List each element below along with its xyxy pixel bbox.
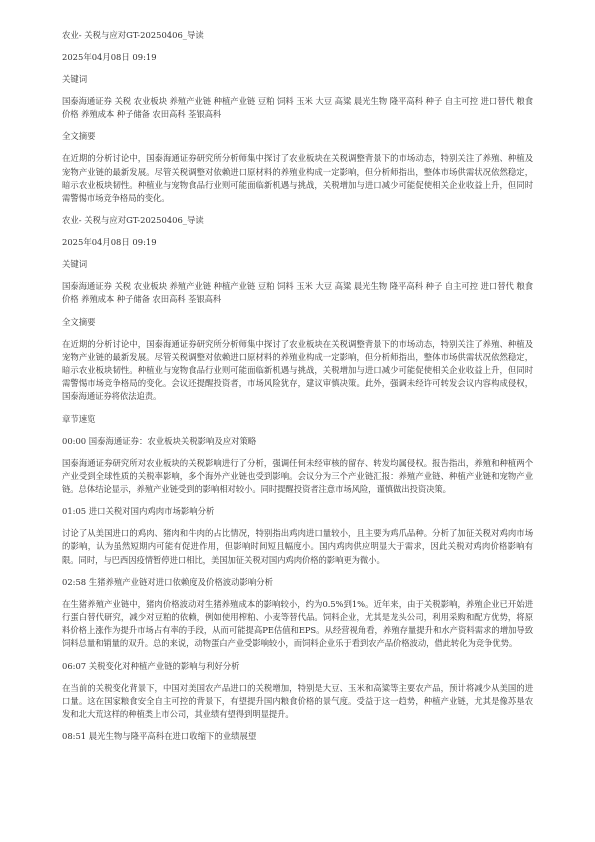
chapter-item: [62, 576, 533, 651]
chapter-body: 在当前的关税变化背景下，中国对美国农产品进口的关税增加，特别是大豆、玉米和高粱等主要农产品，预计将减少从美国的进口量。这在国家粮食安全自主可控的背景下，有望提升国内粮食价格的景气度。受益于这一趋势，种植产业链，尤其是像苏垦农发和北大荒这样的种植类上市公司，其业绩有望得到明显提升。: [62, 682, 533, 720]
chapter-item: [62, 730, 533, 743]
document-title: 农业- 关税与应对GT-20250406_导读: [62, 30, 204, 40]
keywords-text: 国泰海通证券 关税 农业板块 养殖产业链 种植产业链 豆粕 饲料 玉米 大豆 高粱 晨光生物 隆平高科 种子 自主可控 进口替代 粮食价格 养殖成本 种子储备 农田高科 荃银高科: [62, 281, 533, 305]
chapters-section: [62, 413, 533, 744]
document-datetime: 2025年04月08日 09:19: [62, 237, 157, 248]
document-datetime: 2025年04月08日 09:19: [62, 52, 157, 62]
chapter-heading: 06:07 关税变化对种植产业链的影响与利好分析: [62, 660, 240, 671]
chapter-item: [62, 660, 533, 722]
chapters-heading: 章节速览: [62, 413, 96, 424]
chapter-item: [62, 505, 533, 567]
summary-text: 在近期的分析讨论中，国泰海通证券研究所分析师集中探讨了农业板块在关税调整背景下的市场动态，特别关注了养殖、种植及宠物产业链的最新发展。尽管关税调整对依赖进口原材料的养殖业构成一定影响，但分析师指出，整体市场供需状况依然稳定，暗示农业板块韧性。种植业与宠物食品行业则可能面临新机遇与挑战，关税增加与进口减少可能促使相关企业收益上升，但同时需警惕市场竞争格局的变化。: [62, 153, 533, 204]
keywords-text: 国泰海通证券 关税 农业板块 养殖产业链 种植产业链 豆粕 饲料 玉米 大豆 高粱 晨光生物 隆平高科 种子 自主可控 进口替代 粮食价格 养殖成本 种子储备 农田高科 荃银高科: [62, 96, 533, 120]
chapter-body: 讨论了从美国进口的鸡肉、猪肉和牛肉的占比情况，特别指出鸡肉进口量较小，且主要为鸡爪品种。分析了加征关税对鸡肉市场的影响，认为虽然短期内可能有促进作用，但影响时间短且幅度小。国内鸡肉供应明显大于需求，因此关税对鸡肉价格影响有限。同时，与巴西因疫情暂停进口相比，美国加征关税对国内鸡肉价格的影响更为微小。: [62, 528, 533, 565]
summary-heading: 全文摘要: [62, 131, 96, 142]
keywords-heading: 关键词: [62, 74, 88, 84]
digest-block-first: [62, 29, 533, 205]
chapter-heading: 02:58 生猪养殖产业链对进口依赖度及价格波动影响分析: [62, 576, 274, 587]
document-title: 农业- 关税与应对GT-20250406_导读: [62, 215, 204, 226]
digest-block-second: [62, 214, 533, 403]
chapter-heading: 08:51 晨光生物与隆平高科在进口收缩下的业绩展望: [62, 731, 257, 742]
keywords-heading: 关键词: [62, 259, 88, 270]
chapter-body: 在生猪养殖产业链中，猪肉价格波动对生猪养殖成本的影响较小，约为0.5%到1%。近年来，由于关税影响，养殖企业已开始进行蛋白替代研究，减少对豆粕的依赖，例如使用榨粕、小麦等替代品。饲料企业，尤其是龙头公司，利用采购和配方优势，将原料价格上涨作为提升市场占有率的手段，从而可能提高PE估值和EPS。从经营视角看，养殖存量提升和水产资料需求的增加导致饲料总量和销量的双升。总的来说，动物蛋白产业受影响较小，而饲料企业乐于看到农产品价格波动，借此转化为竞争优势。: [62, 598, 533, 649]
chapter-item: [62, 435, 533, 497]
chapter-heading: 01:05 进口关税对国内鸡肉市场影响分析: [62, 506, 215, 517]
chapter-body: 国泰海通证券研究所对农业板块的关税影响进行了分析，强调任何未经审核的留存、转发均属侵权。报告指出，养殖和种植两个产业受到全球性质的关税率影响，多个海外产业链也受到影响。会议分为三个产业链汇报：养殖产业链、种植产业链和宠物产业链。总体结论显示，养殖产业链受到的影响相对较小。同时提醒投资者注意市场风险，谨慎做出投资决策。: [62, 457, 533, 495]
summary-text: 在近期的分析讨论中，国泰海通证券研究所分析师集中探讨了农业板块在关税调整背景下的市场动态，特别关注了养殖、种植及宠物产业链的最新发展。尽管关税调整对依赖进口原材料的养殖业构成一定影响，但分析师指出，整体市场供需状况依然稳定，暗示农业板块韧性。种植业与宠物食品行业则可能面临新机遇与挑战，关税增加与进口减少可能促使相关企业收益上升，但同时需警惕市场竞争格局的变化。会议还提醒投资者，市场风险犹存，建议审慎决策。此外，强调未经许可转发会议内容构成侵权，国泰海通证券将依法追责。: [62, 338, 533, 402]
summary-heading: 全文摘要: [62, 316, 96, 327]
chapter-heading: 00:00 国泰海通证券：农业板块关税影响及应对策略: [62, 435, 257, 446]
